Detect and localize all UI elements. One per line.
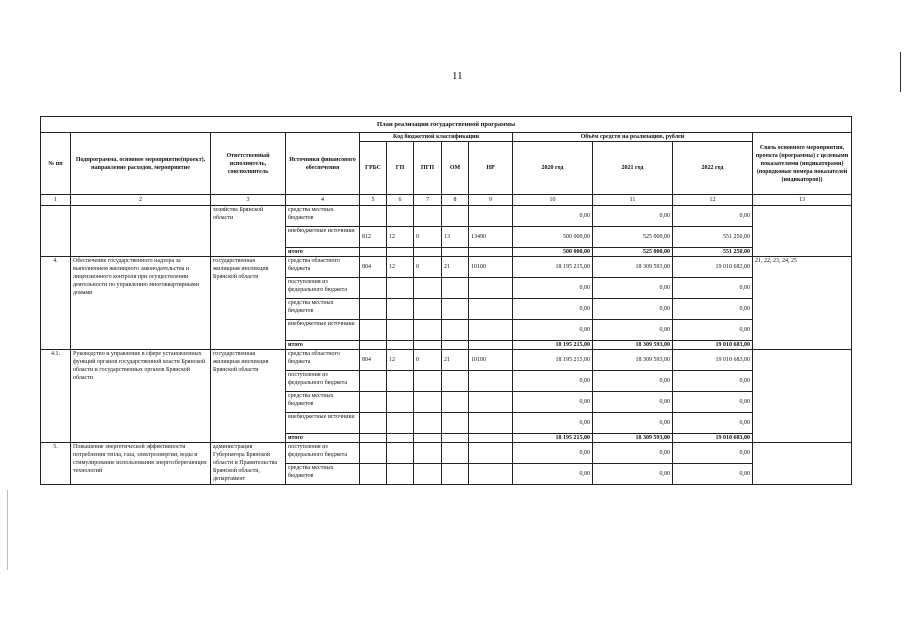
- column-number: 12: [673, 195, 753, 206]
- code-grbs: [360, 278, 387, 299]
- funding-source: средства местных бюджетов: [286, 392, 360, 413]
- measure-title: Повышение энергетической эффективности потребления тепла, газа, электроэнергии, воды и стимулирование использования энергосберегающих технологий: [71, 443, 211, 485]
- code-gp: [387, 341, 414, 350]
- header-om: ОМ: [442, 142, 469, 195]
- header-link: Связь основного мероприятия, проекта (программы) с целевыми показателями (индикаторами) (порядковые номера показателей (индикаторов)): [753, 133, 852, 195]
- header-budget-code: Код бюджетной классификации: [360, 133, 513, 142]
- code-grbs: [360, 248, 387, 257]
- amount-2021: 18 309 593,00: [593, 350, 673, 371]
- code-nr: [469, 206, 513, 227]
- code-om: 13: [442, 227, 469, 248]
- amount-2021: 18 309 593,00: [593, 434, 673, 443]
- amount-2021: 0,00: [593, 206, 673, 227]
- code-nr: [469, 320, 513, 341]
- amount-2022: 19 010 683,00: [673, 350, 753, 371]
- code-nr: [469, 464, 513, 485]
- amount-2022: 0,00: [673, 371, 753, 392]
- header-sources: Источники финансового обеспечения: [286, 133, 360, 195]
- header-pgp: ПГП: [414, 142, 442, 195]
- code-pgp: 0: [414, 227, 442, 248]
- code-pgp: [414, 464, 442, 485]
- measure-title: Руководство и управление в сфере установленных функций органов государственной власти Брянской области и государственных органов Брянской области: [71, 350, 211, 443]
- measure-title: [71, 206, 211, 257]
- amount-2021: 0,00: [593, 443, 673, 464]
- code-gp: [387, 371, 414, 392]
- funding-source: поступления из федерального бюджета: [286, 278, 360, 299]
- amount-2022: 0,00: [673, 320, 753, 341]
- code-nr: [469, 413, 513, 434]
- code-pgp: [414, 206, 442, 227]
- code-om: [442, 278, 469, 299]
- amount-2022: 0,00: [673, 206, 753, 227]
- code-nr: [469, 341, 513, 350]
- code-om: 21: [442, 257, 469, 278]
- funding-source: средства местных бюджетов: [286, 299, 360, 320]
- code-pgp: [414, 371, 442, 392]
- amount-2022: 0,00: [673, 443, 753, 464]
- column-number: 7: [414, 195, 442, 206]
- responsible-executor: государственная жилищная инспекция Брянской области: [211, 257, 286, 350]
- amount-2022: 19 010 683,00: [673, 257, 753, 278]
- code-pgp: [414, 392, 442, 413]
- amount-2020: 0,00: [513, 371, 593, 392]
- code-gp: 12: [387, 350, 414, 371]
- amount-2020: 18 195 215,00: [513, 434, 593, 443]
- indicator-link: [753, 443, 852, 485]
- header-subprogram: Подпрограмма, основное мероприятие(проект), направление расходов, мероприятие: [71, 133, 211, 195]
- amount-2022: 0,00: [673, 278, 753, 299]
- column-number: 3: [211, 195, 286, 206]
- amount-2021: 0,00: [593, 392, 673, 413]
- amount-2021: 0,00: [593, 413, 673, 434]
- row-number: 4.1.: [41, 350, 71, 443]
- code-grbs: 804: [360, 257, 387, 278]
- code-gp: [387, 464, 414, 485]
- code-nr: [469, 248, 513, 257]
- funding-source: внебюджетные источники: [286, 320, 360, 341]
- amount-2021: 525 000,00: [593, 248, 673, 257]
- amount-2021: 0,00: [593, 299, 673, 320]
- code-om: [442, 434, 469, 443]
- header-2020: 2020 год: [513, 142, 593, 195]
- code-grbs: 812: [360, 227, 387, 248]
- amount-2022: 19 010 683,00: [673, 341, 753, 350]
- funding-source: средства местных бюджетов: [286, 206, 360, 227]
- amount-2020: 18 195 215,00: [513, 257, 593, 278]
- table-caption: План реализации государственной программы: [41, 117, 852, 133]
- header-no: № пп: [41, 133, 71, 195]
- amount-2020: 18 195 215,00: [513, 341, 593, 350]
- code-pgp: [414, 320, 442, 341]
- code-nr: [469, 434, 513, 443]
- amount-2020: 0,00: [513, 299, 593, 320]
- header-gp: ГП: [387, 142, 414, 195]
- header-volume: Объём средств на реализацию, рублей: [513, 133, 753, 142]
- code-nr: 13490: [469, 227, 513, 248]
- code-nr: [469, 392, 513, 413]
- code-grbs: [360, 320, 387, 341]
- funding-source: итого: [286, 341, 360, 350]
- code-nr: 10100: [469, 257, 513, 278]
- amount-2022: 0,00: [673, 413, 753, 434]
- code-pgp: 0: [414, 257, 442, 278]
- code-om: 21: [442, 350, 469, 371]
- table-row: [41, 257, 852, 278]
- code-gp: [387, 320, 414, 341]
- code-om: [442, 392, 469, 413]
- responsible-executor: хозяйства Брянской области: [211, 206, 286, 257]
- header-nr: НР: [469, 142, 513, 195]
- amount-2022: 551 250,00: [673, 248, 753, 257]
- code-grbs: [360, 299, 387, 320]
- code-grbs: [360, 443, 387, 464]
- code-nr: [469, 371, 513, 392]
- code-pgp: [414, 434, 442, 443]
- code-nr: 10100: [469, 350, 513, 371]
- header-responsible: Ответственный исполнитель, соисполнитель: [211, 133, 286, 195]
- code-grbs: [360, 434, 387, 443]
- code-om: [442, 299, 469, 320]
- code-gp: [387, 434, 414, 443]
- amount-2021: 18 309 593,00: [593, 341, 673, 350]
- amount-2021: 525 000,00: [593, 227, 673, 248]
- code-grbs: 804: [360, 350, 387, 371]
- amount-2022: 0,00: [673, 464, 753, 485]
- table-row: [41, 206, 852, 227]
- code-gp: [387, 248, 414, 257]
- responsible-executor: государственная жилищная инспекция Брянской области: [211, 350, 286, 443]
- funding-source: итого: [286, 434, 360, 443]
- amount-2021: 18 309 593,00: [593, 257, 673, 278]
- header-2021: 2021 год: [593, 142, 673, 195]
- code-nr: [469, 278, 513, 299]
- amount-2020: 0,00: [513, 443, 593, 464]
- amount-2021: 0,00: [593, 278, 673, 299]
- column-number: 13: [753, 195, 852, 206]
- code-pgp: 0: [414, 350, 442, 371]
- amount-2021: 0,00: [593, 320, 673, 341]
- code-nr: [469, 443, 513, 464]
- amount-2022: 551 250,00: [673, 227, 753, 248]
- code-gp: [387, 278, 414, 299]
- code-om: [442, 320, 469, 341]
- column-number: 6: [387, 195, 414, 206]
- amount-2020: 0,00: [513, 413, 593, 434]
- row-number: 5.: [41, 443, 71, 485]
- amount-2020: 500 000,00: [513, 227, 593, 248]
- amount-2020: 0,00: [513, 320, 593, 341]
- code-pgp: [414, 341, 442, 350]
- row-number: [41, 206, 71, 257]
- column-number: 2: [71, 195, 211, 206]
- code-gp: 12: [387, 227, 414, 248]
- amount-2020: 18 195 215,00: [513, 350, 593, 371]
- funding-source: средства областного бюджета: [286, 257, 360, 278]
- code-grbs: [360, 341, 387, 350]
- page-number: 11: [452, 70, 463, 82]
- column-number: 11: [593, 195, 673, 206]
- amount-2022: 19 010 683,00: [673, 434, 753, 443]
- code-om: [442, 464, 469, 485]
- funding-source: поступления из федерального бюджета: [286, 443, 360, 464]
- amount-2022: 0,00: [673, 392, 753, 413]
- table-row: [41, 443, 852, 464]
- funding-source: средства местных бюджетов: [286, 464, 360, 485]
- funding-source: внебюджетные источники: [286, 227, 360, 248]
- code-om: [442, 206, 469, 227]
- funding-source: поступления из федерального бюджета: [286, 371, 360, 392]
- indicator-link: [753, 206, 852, 257]
- code-pgp: [414, 299, 442, 320]
- code-pgp: [414, 248, 442, 257]
- code-gp: [387, 206, 414, 227]
- indicator-link: 21, 22, 23, 24, 25: [753, 257, 852, 350]
- funding-source: средства областного бюджета: [286, 350, 360, 371]
- code-pgp: [414, 443, 442, 464]
- code-gp: [387, 392, 414, 413]
- code-om: [442, 413, 469, 434]
- code-pgp: [414, 278, 442, 299]
- funding-source: внебюджетные источники: [286, 413, 360, 434]
- program-plan-table: [40, 116, 852, 485]
- column-number: 8: [442, 195, 469, 206]
- code-om: [442, 443, 469, 464]
- code-grbs: [360, 371, 387, 392]
- amount-2021: 0,00: [593, 464, 673, 485]
- scan-mark-left: [7, 490, 8, 570]
- amount-2022: 0,00: [673, 299, 753, 320]
- amount-2020: 500 000,00: [513, 248, 593, 257]
- column-number: 4: [286, 195, 360, 206]
- amount-2020: 0,00: [513, 392, 593, 413]
- code-nr: [469, 299, 513, 320]
- code-gp: 12: [387, 257, 414, 278]
- amount-2020: 0,00: [513, 206, 593, 227]
- column-number: 9: [469, 195, 513, 206]
- code-grbs: [360, 206, 387, 227]
- code-gp: [387, 299, 414, 320]
- code-om: [442, 371, 469, 392]
- amount-2021: 0,00: [593, 371, 673, 392]
- code-grbs: [360, 464, 387, 485]
- table-row: [41, 350, 852, 371]
- scan-mark-right: [900, 52, 901, 92]
- code-om: [442, 248, 469, 257]
- code-om: [442, 341, 469, 350]
- measure-title: Обеспечение государственного надзора за выполнением жилищного законодательства и лицензионного контроля при осуществлении деятельности по управлению многоквартирными домами: [71, 257, 211, 350]
- column-number: 5: [360, 195, 387, 206]
- header-2022: 2022 год: [673, 142, 753, 195]
- code-grbs: [360, 392, 387, 413]
- amount-2020: 0,00: [513, 464, 593, 485]
- responsible-executor: администрация Губернатора Брянской области и Правительства Брянской области, департамент: [211, 443, 286, 485]
- column-number: 1: [41, 195, 71, 206]
- column-number: 10: [513, 195, 593, 206]
- header-grbs: ГРБС: [360, 142, 387, 195]
- code-gp: [387, 443, 414, 464]
- code-gp: [387, 413, 414, 434]
- code-pgp: [414, 413, 442, 434]
- funding-source: итого: [286, 248, 360, 257]
- amount-2020: 0,00: [513, 278, 593, 299]
- row-number: 4.: [41, 257, 71, 350]
- indicator-link: [753, 350, 852, 443]
- code-grbs: [360, 413, 387, 434]
